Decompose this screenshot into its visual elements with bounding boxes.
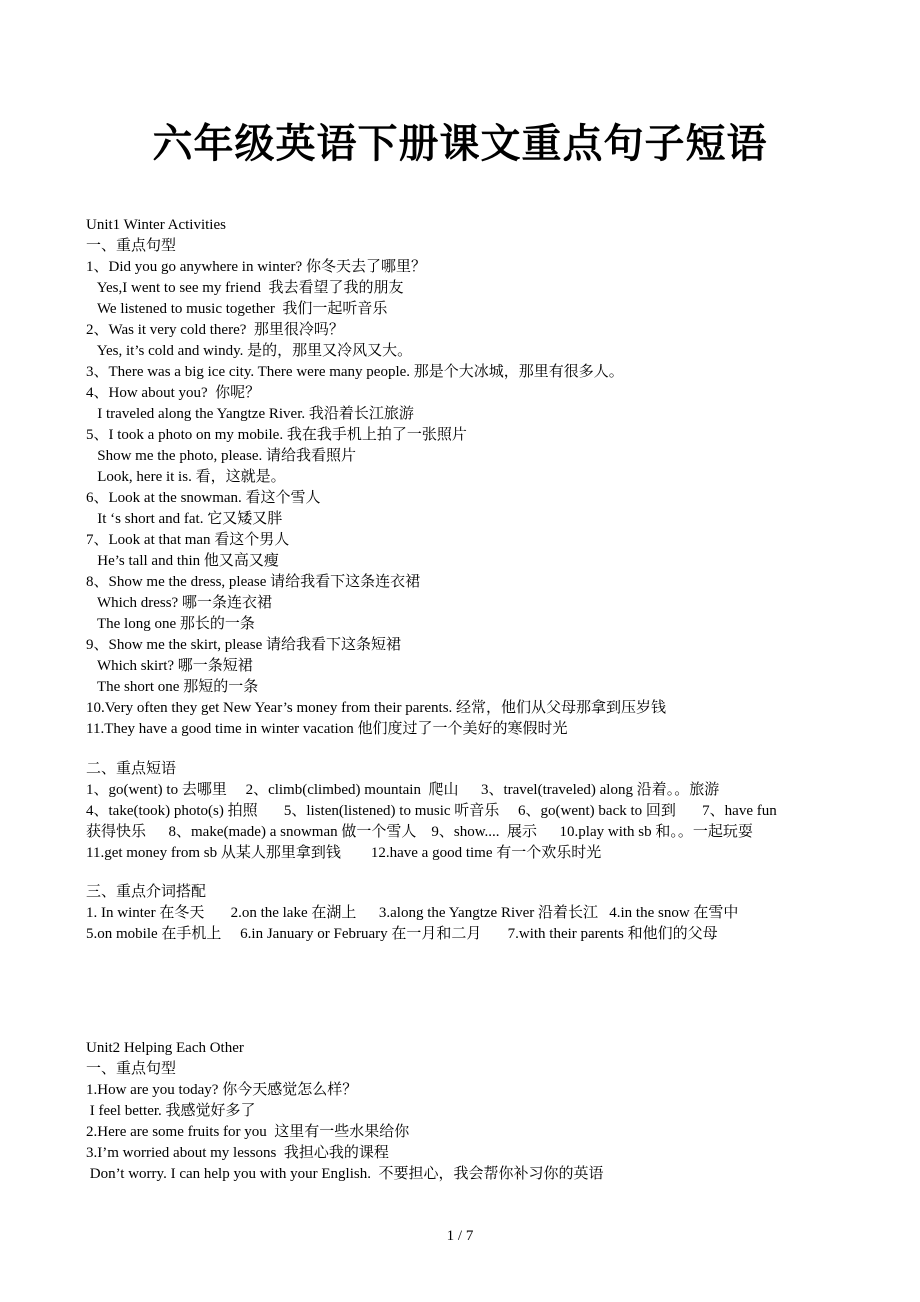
preposition-line: 1. In winter 在冬天 2.on the lake 在湖上 3.along the Yangtze River 沿着长江 4.in the snow 在雪中 bbox=[86, 905, 739, 921]
sentence-line: 2.Here are some fruits for you 这里有一些水果给你 bbox=[86, 1124, 410, 1140]
section-heading: 三、重点介词搭配 bbox=[86, 884, 207, 900]
sentence-line: 8、Show me the dress, please 请给我看下这条连衣裙 bbox=[86, 574, 421, 590]
sentence-line: 7、Look at that man 看这个男人 bbox=[86, 532, 290, 548]
sentence-line: 3.I’m worried about my lessons 我担心我的课程 bbox=[86, 1145, 389, 1161]
sentence-line: It ‘s short and fat. 它又矮又胖 bbox=[86, 511, 283, 527]
sentence-line: 1.How are you today? 你今天感觉怎么样？ bbox=[86, 1082, 358, 1098]
sentence-line: 5、I took a photo on my mobile. 我在我手机上拍了一张照片 bbox=[86, 427, 467, 443]
phrase-line: 获得快乐 8、make(made) a snowman 做一个雪人 9、show.... 展示 10.play with sb 和。。一起玩耍 bbox=[86, 824, 753, 840]
sentence-line: 10.Very often they get New Year’s money from their parents. 经常，他们从父母那拿到压岁钱 bbox=[86, 700, 667, 716]
sentence-line: 2、Was it very cold there? 那里很冷吗？ bbox=[86, 322, 344, 338]
sentence-line: Show me the photo, please. 请给我看照片 bbox=[86, 448, 356, 464]
sentence-line: Look, here it is. 看，这就是。 bbox=[86, 469, 286, 485]
sentence-line: 4、How about you? 你呢？ bbox=[86, 385, 261, 401]
page-number: 1 / 7 bbox=[446, 1228, 474, 1244]
section-heading: 二、重点短语 bbox=[86, 761, 177, 777]
sentence-line: He’s tall and thin 他又高又瘦 bbox=[86, 553, 279, 569]
document-title: 六年级英语下册课文重点句子短语 bbox=[152, 120, 768, 167]
sentence-line: 6、Look at the snowman. 看这个雪人 bbox=[86, 490, 321, 506]
unit-heading: Unit2 Helping Each Other bbox=[86, 1040, 244, 1056]
sentence-line: 11.They have a good time in winter vacation 他们度过了一个美好的寒假时光 bbox=[86, 721, 568, 737]
sentence-line: The long one 那长的一条 bbox=[86, 616, 255, 632]
section-heading: 一、重点句型 bbox=[86, 1061, 177, 1077]
phrase-line: 4、take(took) photo(s) 拍照 5、listen(listened) to music 听音乐 6、go(went) back to 回到 7、have fun bbox=[86, 803, 777, 819]
sentence-line: 9、Show me the skirt, please 请给我看下这条短裙 bbox=[86, 637, 401, 653]
sentence-line: I feel better. 我感觉好多了 bbox=[86, 1103, 256, 1119]
sentence-line: Which skirt? 哪一条短裙 bbox=[86, 658, 253, 674]
section-heading: 一、重点句型 bbox=[86, 238, 177, 254]
unit1-sentences-section bbox=[86, 215, 846, 740]
unit1-prepositions-section bbox=[86, 882, 846, 945]
preposition-line: 5.on mobile 在手机上 6.in January or February 在一月和二月 7.with their parents 和他们的父母 bbox=[86, 926, 718, 942]
sentence-line: We listened to music together 我们一起听音乐 bbox=[86, 301, 388, 317]
sentence-line: 3、There was a big ice city. There were many people. 那是个大冰城，那里有很多人。 bbox=[86, 364, 624, 380]
sentence-line: Don’t worry. I can help you with your English. 不要担心，我会帮你补习你的英语 bbox=[86, 1166, 604, 1182]
sentence-line: Which dress? 哪一条连衣裙 bbox=[86, 595, 272, 611]
sentence-line: The short one 那短的一条 bbox=[86, 679, 259, 695]
phrase-line: 1、go(went) to 去哪里 2、climb(climbed) mountain 爬山 3、travel(traveled) along 沿着。。旅游 bbox=[86, 782, 720, 798]
sentence-line: I traveled along the Yangtze River. 我沿着长江旅游 bbox=[86, 406, 414, 422]
sentence-line: 1、Did you go anywhere in winter? 你冬天去了哪里？ bbox=[86, 259, 426, 275]
unit-heading: Unit1 Winter Activities bbox=[86, 217, 226, 233]
unit2-section bbox=[86, 1038, 846, 1185]
unit1-phrases-section bbox=[86, 759, 846, 864]
sentence-line: Yes, it’s cold and windy. 是的，那里又冷风又大。 bbox=[86, 343, 413, 359]
sentence-line: Yes,I went to see my friend 我去看望了我的朋友 bbox=[86, 280, 404, 296]
phrase-line: 11.get money from sb 从某人那里拿到钱 12.have a good time 有一个欢乐时光 bbox=[86, 845, 602, 861]
